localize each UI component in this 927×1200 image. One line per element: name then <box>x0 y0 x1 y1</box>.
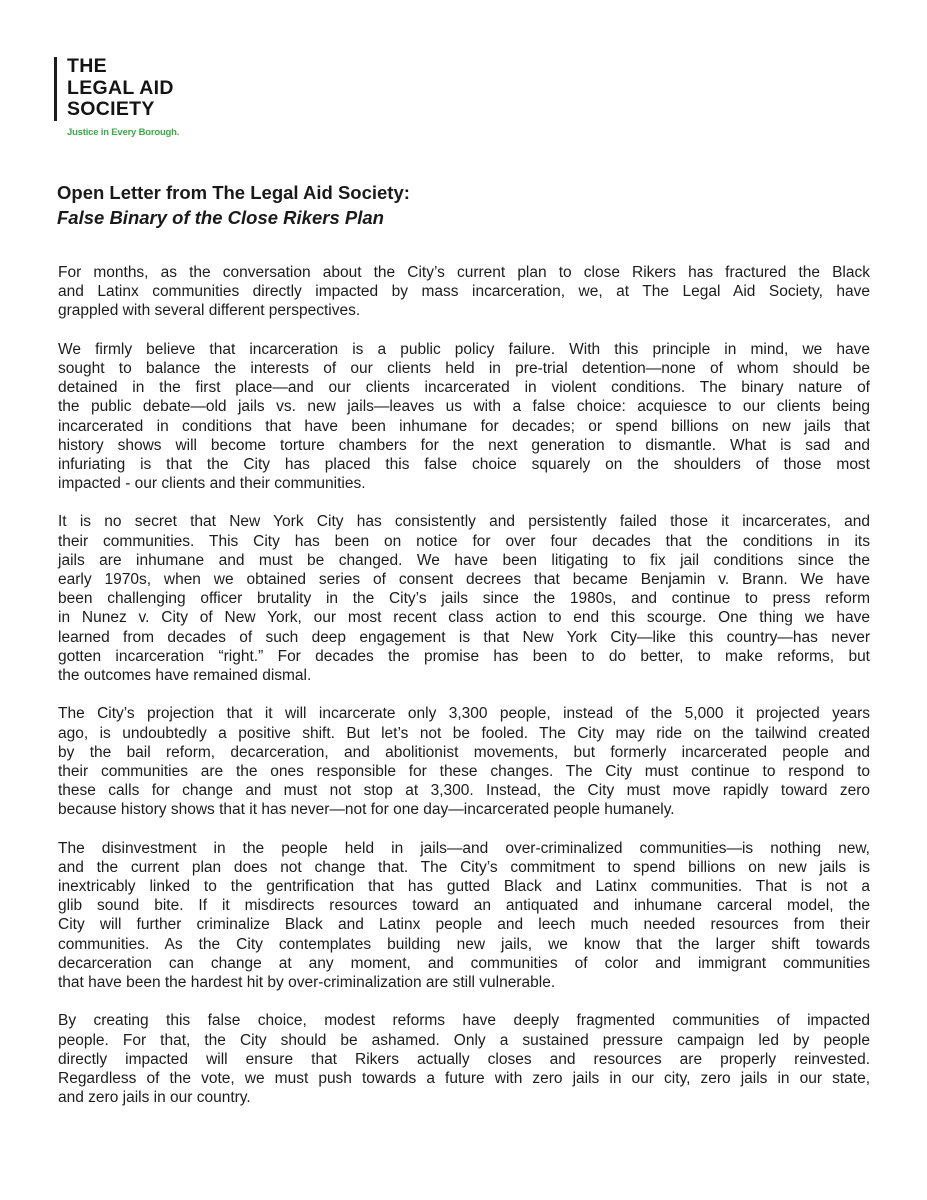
logo-bar <box>54 57 57 121</box>
paragraph-line: sought to balance the interests of our clients held in pre-trial detention—none of whom should be <box>58 359 870 377</box>
paragraph-line: these calls for change and must not stop at 3,300. Instead, the City must move rapidly toward zero <box>58 782 870 800</box>
paragraph-line: and the current plan does not change that. The City’s commitment to spend billions on new jails is <box>58 858 870 876</box>
paragraph-line: grappled with several different perspectives. <box>58 302 361 320</box>
letter-paragraph <box>58 704 870 819</box>
paragraph-line: detained in the first place—and our clients incarcerated in violent conditions. The binary nature of <box>58 379 870 397</box>
paragraph-line: We firmly believe that incarceration is a public policy failure. With this principle in mind, we have <box>58 340 870 358</box>
letter-paragraph <box>58 340 870 494</box>
paragraph-line: the public debate—old jails vs. new jails—leaves us with a false choice: acquiesce to our clients being <box>58 398 870 416</box>
paragraph-line: that have been the hardest hit by over-criminalization are still vulnerable. <box>58 973 556 991</box>
letter-heading <box>57 180 410 230</box>
letter-paragraph <box>58 839 870 993</box>
letter-paragraph <box>58 512 870 685</box>
letter-body <box>58 263 870 1126</box>
paragraph-line: decarceration can change at any moment, and communities of color and immigrant communities <box>58 954 870 972</box>
paragraph-line: incarcerated in conditions that have been inhumane for decades; or spend billions on new jails that <box>58 417 870 435</box>
paragraph-line: communities. As the City contemplates building new jails, we know that the larger shift towards <box>58 935 870 953</box>
paragraph-line: inextricably linked to the gentrification that has gutted Black and Latinx communities. That is not a <box>58 878 870 895</box>
paragraph-line: The disinvestment in the people held in jails—and over-criminalized communities—is nothing new, <box>58 839 870 857</box>
paragraph-line: history shows will become torture chambers for the next generation to dismantle. What is sad and <box>58 436 870 454</box>
paragraph-line: early 1970s, when we obtained series of consent decrees that became Benjamin v. Brann. We have <box>58 571 870 588</box>
paragraph-line: because history shows that it has never—not for one day—incarcerated people humanely. <box>58 801 675 819</box>
logo-line: THE <box>67 55 107 77</box>
paragraph-line: and zero jails in our country. <box>58 1089 251 1107</box>
paragraph-line: ago, is undoubtedly a positive shift. But let’s not be fooled. The City may ride on the tailwind created <box>58 724 870 742</box>
paragraph-line: jails are inhumane and must be changed. We have been litigating to fix jail conditions since the <box>58 551 870 569</box>
paragraph-line: infuriating is that the City has placed this false choice squarely on the shoulders of those most <box>58 455 870 473</box>
paragraph-line: directly impacted will ensure that Rikers actually closes and resources are properly reinvested. <box>58 1050 870 1068</box>
logo-wordmark <box>67 56 174 121</box>
paragraph-line: been challenging officer brutality in the City’s jails since the 1980s, and continue to press reform <box>58 590 870 608</box>
paragraph-line: Regardless of the vote, we must push towards a future with zero jails in our city, zero jails in our state, <box>58 1069 870 1087</box>
paragraph-line: impacted - our clients and their communities. <box>58 475 366 493</box>
letter-title: Open Letter from The Legal Aid Society: <box>57 182 410 203</box>
paragraph-line: City will further criminalize Black and Latinx people and leech much needed resources from their <box>58 916 870 934</box>
paragraph-line: gotten incarceration “right.” For decades the promise has been to do better, to make reforms, but <box>58 647 870 665</box>
paragraph-line: glib sound bite. If it misdirects resources toward an antiquated and inhumane carceral model, the <box>58 897 870 915</box>
paragraph-line: For months, as the conversation about the City’s current plan to close Rikers has fractured the Black <box>58 264 870 281</box>
letter-paragraph <box>58 263 870 321</box>
paragraph-line: and Latinx communities directly impacted by mass incarceration, we, at The Legal Aid Society, have <box>58 283 870 301</box>
paragraph-line: their communities are the ones responsible for these changes. The City must continue to respond to <box>58 762 870 780</box>
letter-paragraph <box>58 1011 870 1107</box>
paragraph-line: By creating this false choice, modest reforms have deeply fragmented communities of impacted <box>58 1012 870 1030</box>
paragraph-line: their communities. This City has been on notice for over four decades that the conditions in its <box>58 532 870 550</box>
logo-line: LEGAL AID <box>67 76 174 99</box>
paragraph-line: the outcomes have remained dismal. <box>58 666 312 684</box>
logo-line: SOCIETY <box>67 98 155 120</box>
paragraph-line: It is no secret that New York City has consistently and persistently failed those it incarcerates, and <box>58 513 870 531</box>
paragraph-line: people. For that, the City should be ashamed. Only a sustained pressure campaign led by people <box>58 1031 870 1049</box>
logo-tagline: Justice in Every Borough. <box>67 127 180 138</box>
letter-subtitle: False Binary of the Close Rikers Plan <box>57 207 384 228</box>
paragraph-line: by the bail reform, decarceration, and abolitionist movements, but formerly incarcerated people and <box>58 743 870 761</box>
paragraph-line: The City’s projection that it will incarcerate only 3,300 people, instead of the 5,000 it projected years <box>58 705 870 723</box>
paragraph-line: in Nunez v. City of New York, our most recent class action to end this scourge. One thing we have <box>58 609 870 627</box>
paragraph-line: learned from decades of such deep engagement is that New York City—like this country—has never <box>58 628 870 646</box>
